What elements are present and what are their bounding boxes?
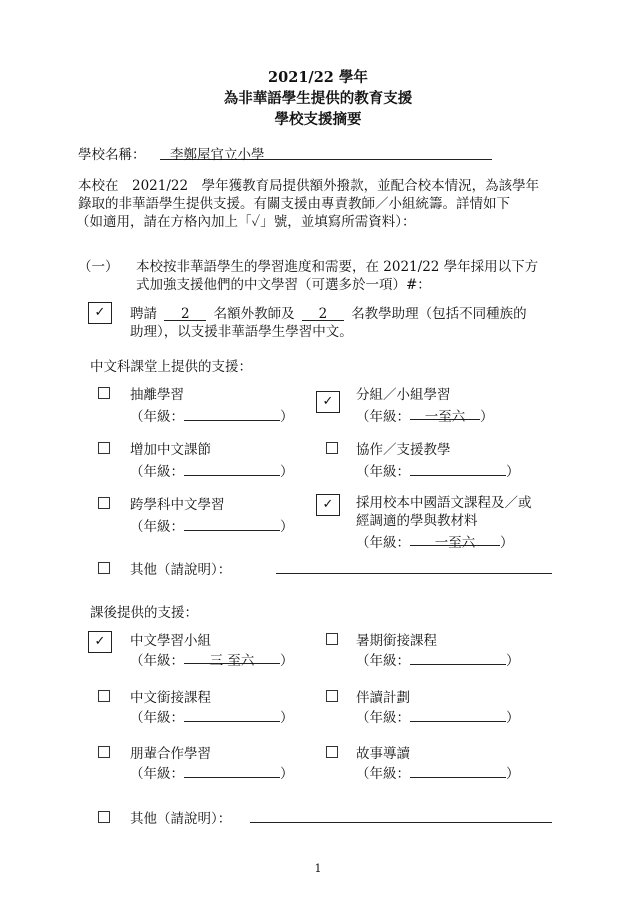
intro-line-2: 錄取的非華語學生提供支援。有關支援由專責教師／小組統籌。詳情如下 (78, 196, 510, 212)
group-learning-grade-field[interactable]: 一至六 (410, 405, 480, 420)
school-curriculum-label: 採用校本中國語文課程及／或 (356, 495, 532, 511)
reading-scheme-checkbox[interactable] (326, 690, 338, 702)
intro-line-1: 本校在 2021/22 學年獲教育局提供額外撥款，並配合校本情況，為該學年 (78, 178, 540, 194)
cross-curricular-grade-field[interactable] (184, 516, 280, 531)
page-number: 1 (314, 862, 322, 875)
hire-pre-text: 聘請 (130, 306, 157, 322)
chinese-bridging-grade-field[interactable] (184, 707, 280, 722)
reading-scheme-grade-field[interactable] (410, 707, 506, 722)
in-class-other-label: 其他（請說明）： (130, 562, 232, 578)
after-class-other-field[interactable] (250, 822, 552, 823)
teachers-count-field[interactable] (164, 306, 206, 321)
school-name-value: 李鄭屋官立小學 (170, 147, 265, 163)
group-learning-label: 分組／小組學習 (356, 387, 451, 403)
chinese-group-grade-field[interactable]: 三 至六 (184, 649, 280, 664)
academic-year: 2021/22 學年 (268, 69, 368, 86)
extra-lessons-label: 增加中文課節 (130, 442, 211, 458)
school-curriculum-grade: （年級： 一至六 ） (356, 531, 514, 551)
co-teaching-grade: （年級： ） (356, 460, 520, 480)
co-teaching-checkbox[interactable] (326, 442, 338, 454)
pullout-grade-field[interactable] (184, 406, 280, 421)
cross-curricular-grade: （年級： ） (130, 515, 294, 535)
story-reading-grade: （年級： ） (356, 762, 520, 782)
story-reading-label: 故事導讀 (356, 746, 410, 762)
section-line-2: 式加強支援他們的中文學習（可選多於一項）#： (136, 277, 431, 293)
summer-bridging-grade-field[interactable] (410, 650, 506, 665)
school-curriculum-checkbox[interactable]: ✓ (316, 494, 340, 516)
co-teaching-grade-field[interactable] (410, 461, 506, 476)
hire-mid-text: 名額外教師及 (213, 306, 295, 322)
after-class-other-label: 其他（請說明）： (130, 811, 232, 827)
co-teaching-label: 協作／支援教學 (356, 442, 451, 458)
chinese-bridging-label: 中文銜接課程 (130, 690, 211, 706)
in-class-other-checkbox[interactable] (98, 562, 110, 574)
hire-line-2: 助理），以支援非華語學生學習中文。 (130, 324, 353, 340)
chinese-group-checkbox[interactable]: ✓ (88, 631, 112, 653)
assistants-count-field[interactable] (302, 306, 344, 321)
assistants-count: 2 (318, 306, 328, 322)
hire-post-text: 名教學助理（包括不同種族的 (351, 306, 527, 322)
page-subtitle: 學校支援摘要 (274, 111, 362, 128)
reading-scheme-grade: （年級： ） (356, 706, 520, 726)
story-reading-checkbox[interactable] (326, 746, 338, 758)
pullout-checkbox[interactable] (98, 387, 110, 399)
in-class-other-field[interactable] (276, 573, 552, 574)
peer-learning-grade-field[interactable] (184, 763, 280, 778)
chinese-group-label: 中文學習小組 (130, 633, 211, 649)
summer-bridging-checkbox[interactable] (326, 633, 338, 645)
section-line-1: 本校按非華語學生的學習進度和需要，在 2021/22 學年採用以下方 (136, 259, 539, 275)
extra-lessons-grade-field[interactable] (184, 461, 280, 476)
school-name-field[interactable] (160, 143, 492, 163)
section-number: （一） (78, 259, 119, 275)
in-class-heading: 中文科課堂上提供的支援： (90, 359, 252, 375)
group-learning-grade: （年級： 一至六 ） (356, 405, 494, 425)
intro-line-3: （如適用，請在方格內加上「✓」號，並填寫所需資料）： (76, 214, 416, 230)
reading-scheme-label: 伴讀計劃 (356, 690, 410, 706)
teachers-count: 2 (181, 306, 190, 322)
school-curriculum-label-2: 經調適的學與教材料 (356, 513, 478, 529)
group-learning-checkbox[interactable]: ✓ (316, 391, 340, 413)
peer-learning-checkbox[interactable] (98, 746, 110, 758)
chinese-bridging-grade: （年級： ） (130, 706, 294, 726)
after-class-other-checkbox[interactable] (98, 811, 110, 823)
page-title: 為非華語學生提供的教育支援 (223, 90, 413, 107)
extra-lessons-grade: （年級： ） (130, 460, 294, 480)
extra-lessons-checkbox[interactable] (98, 442, 110, 454)
summer-bridging-grade: （年級： ） (356, 649, 520, 669)
chinese-group-grade: （年級： 三 至六 ） (130, 649, 294, 669)
cross-curricular-checkbox[interactable] (98, 497, 110, 509)
story-reading-grade-field[interactable] (410, 763, 506, 778)
school-curriculum-grade-field[interactable]: 一至六 (410, 531, 500, 546)
peer-learning-grade: （年級： ） (130, 762, 294, 782)
after-class-heading: 課後提供的支援： (90, 605, 198, 621)
peer-learning-label: 朋輩合作學習 (130, 746, 211, 762)
school-name-label: 學校名稱： (78, 147, 146, 163)
hire-line-1 (130, 302, 527, 322)
summer-bridging-label: 暑期銜接課程 (356, 633, 437, 649)
chinese-bridging-checkbox[interactable] (98, 690, 110, 702)
cross-curricular-label: 跨學科中文學習 (130, 497, 225, 513)
pullout-grade: （年級： ） (130, 405, 294, 425)
hire-checkbox[interactable]: ✓ (88, 302, 112, 324)
pullout-label: 抽離學習 (130, 387, 184, 403)
